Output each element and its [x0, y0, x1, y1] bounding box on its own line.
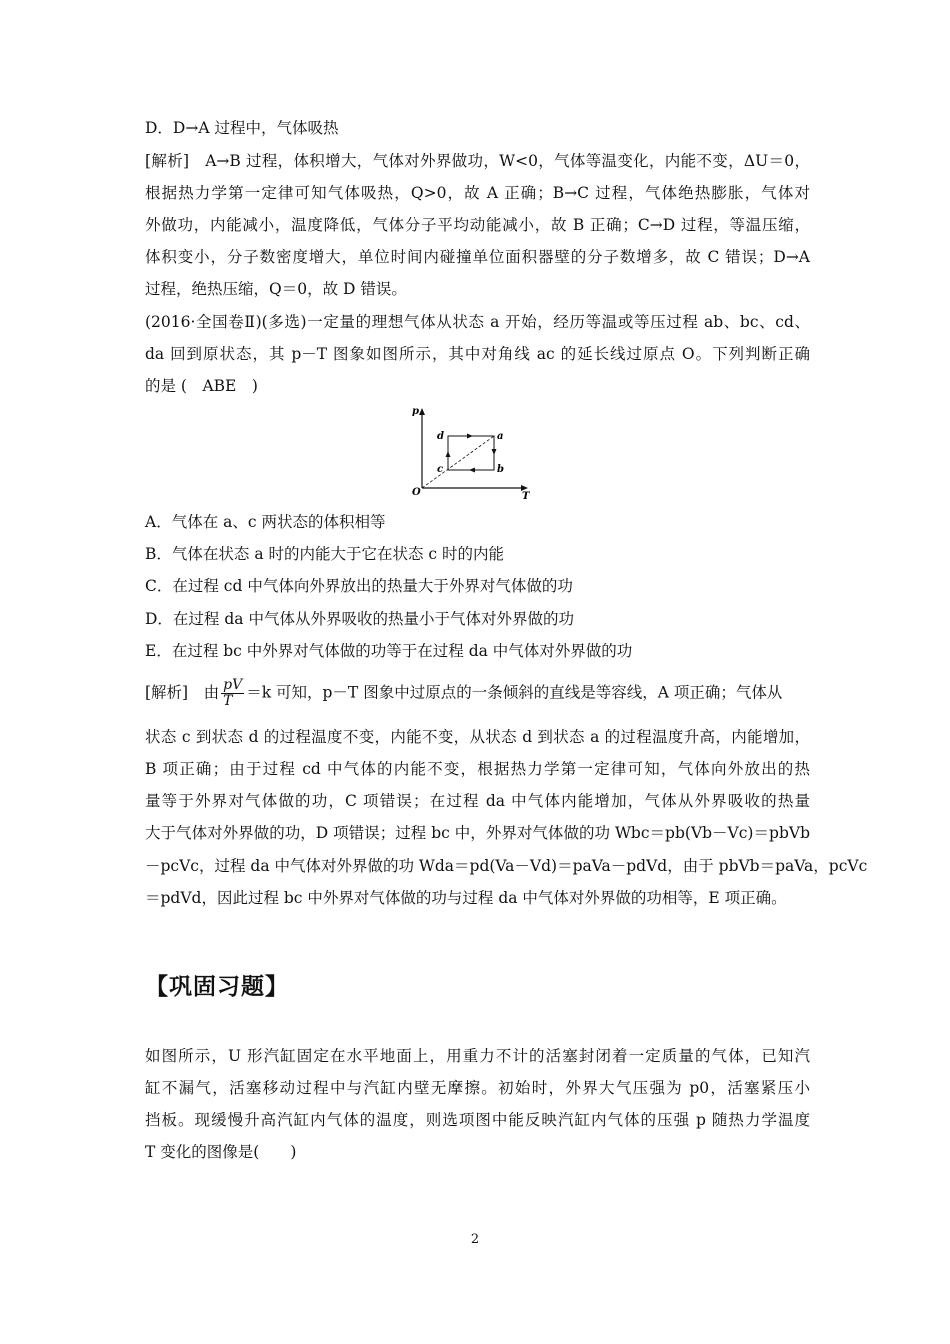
q2-stem-line-3: 的是 ( ABE ): [145, 377, 258, 395]
section-heading: 【巩固习题】: [145, 974, 289, 1000]
q2-analysis-suffix: ＝k 可知，p－T 图象中过原点的一条倾斜的直线是等容线，A 项正确；气体从: [246, 683, 783, 702]
T-axis-label: T: [522, 491, 530, 500]
q3-stem-line-4: T 变化的图像是( ): [145, 1143, 297, 1161]
p-axis-arrow-icon: [419, 408, 425, 415]
fraction-numerator: pV: [223, 677, 243, 693]
q1-analysis-line-1: [解析] A→B 过程，体积增大，气体对外界做功，W<0，气体等温变化，内能不变，ΔU＝0，: [145, 152, 810, 170]
q2-option-d: D．在过程 da 中气体从外界吸收的热量小于气体对外界做的功: [145, 610, 574, 628]
page-number: 2: [470, 1232, 480, 1247]
q2-stem-line-2: da 回到原状态，其 p－T 图象如图所示，其中对角线 ac 的延长线过原点 O。下列判断正确: [145, 345, 810, 363]
point-c-label: c: [437, 464, 444, 475]
origin-label: O: [412, 487, 421, 498]
q3-stem-line-3: 挡板。现缓慢升高汽缸内气体的温度，则选项图中能反映汽缸内气体的压强 p 随热力学温度: [145, 1111, 810, 1129]
q2-analysis-line-2: 状态 c 到状态 d 的过程温度不变，内能不变，从状态 d 到状态 a 的过程温度升高，内能增加，: [145, 728, 810, 746]
q2-option-c: C．在过程 cd 中气体向外界放出的热量大于外界对气体做的功: [145, 577, 573, 595]
q1-option-d: D．D→A 过程中，气体吸热: [145, 119, 339, 137]
q2-option-a: A．气体在 a、c 两状态的体积相等: [145, 513, 386, 531]
point-b-label: b: [497, 464, 504, 475]
point-a-label: a: [497, 431, 504, 442]
q2-analysis-line-6: －pcVc，过程 da 中气体对外界做的功 Wda＝pd(Va－Vd)＝paVa－pdVd，由于 pbVb＝paVa，pcVc: [145, 857, 868, 875]
q2-analysis-line-3: B 项正确；由于过程 cd 中气体的内能不变，根据热力学第一定律可知，气体向外放出的热: [145, 760, 810, 778]
arrow-bc-icon: [469, 468, 475, 473]
arrow-ab-icon: [492, 449, 497, 455]
arrow-cd-icon: [446, 451, 451, 457]
arrow-da-icon: [467, 434, 473, 439]
q1-analysis-line-5: 过程，绝热压缩，Q＝0，故 D 错误。: [145, 280, 407, 298]
p-axis-label: p: [412, 406, 419, 417]
q2-analysis-line-7: ＝pdVd，因此过程 bc 中外界对气体做的功与过程 da 中气体对外界做的功相等，E 项正确。: [145, 889, 787, 907]
q2-option-b: B．气体在状态 a 时的内能大于它在状态 c 时的内能: [145, 545, 505, 563]
q2-stem-line-1: (2016·全国卷Ⅱ)(多选)一定量的理想气体从状态 a 开始，经历等温或等压过程 ab、bc、cd、: [145, 313, 810, 331]
q3-stem-line-2: 缸不漏气，活塞移动过程中与汽缸内壁无摩擦。初始时，外界大气压强为 p0，活塞紧压小: [145, 1079, 810, 1097]
diagonal-through-origin: [422, 436, 494, 488]
q1-analysis-line-4: 体积变小，分子数密度增大，单位时间内碰撞单位面积器壁的分子数增多，故 C 错误；D→A: [145, 248, 810, 266]
q2-analysis-line-1: [145, 678, 810, 709]
q2-analysis-line-5: 大于气体对外界做的功，D 项错误；过程 bc 中，外界对气体做的功 Wbc＝pb(Vb－Vc)＝pbVb: [145, 824, 810, 842]
point-d-label: d: [437, 431, 444, 442]
q1-analysis-line-3: 外做功，内能减小，温度降低，气体分子平均动能减小，故 B 正确；C→D 过程，等温压缩，: [145, 216, 810, 234]
q2-option-e: E．在过程 bc 中外界对气体做的功等于在过程 da 中气体对外界做的功: [145, 642, 633, 660]
fraction-denominator: T: [223, 693, 233, 709]
q2-analysis-line-4: 量等于外界对气体做的功，C 项错误；在过程 da 中气体内能增加，气体从外界吸收的热量: [145, 792, 810, 810]
q3-stem-line-1: 如图所示，U 形汽缸固定在水平地面上，用重力不计的活塞封闭着一定质量的气体，已知汽: [145, 1047, 810, 1065]
p-T-diagram: [408, 404, 544, 500]
q1-analysis-line-2: 根据热力学第一定律可知气体吸热，Q>0，故 A 正确；B→C 过程，气体绝热膨胀，气体对: [145, 184, 810, 202]
pv-over-t-fraction: [221, 678, 244, 709]
q2-analysis-prefix: [解析] 由: [145, 683, 220, 702]
